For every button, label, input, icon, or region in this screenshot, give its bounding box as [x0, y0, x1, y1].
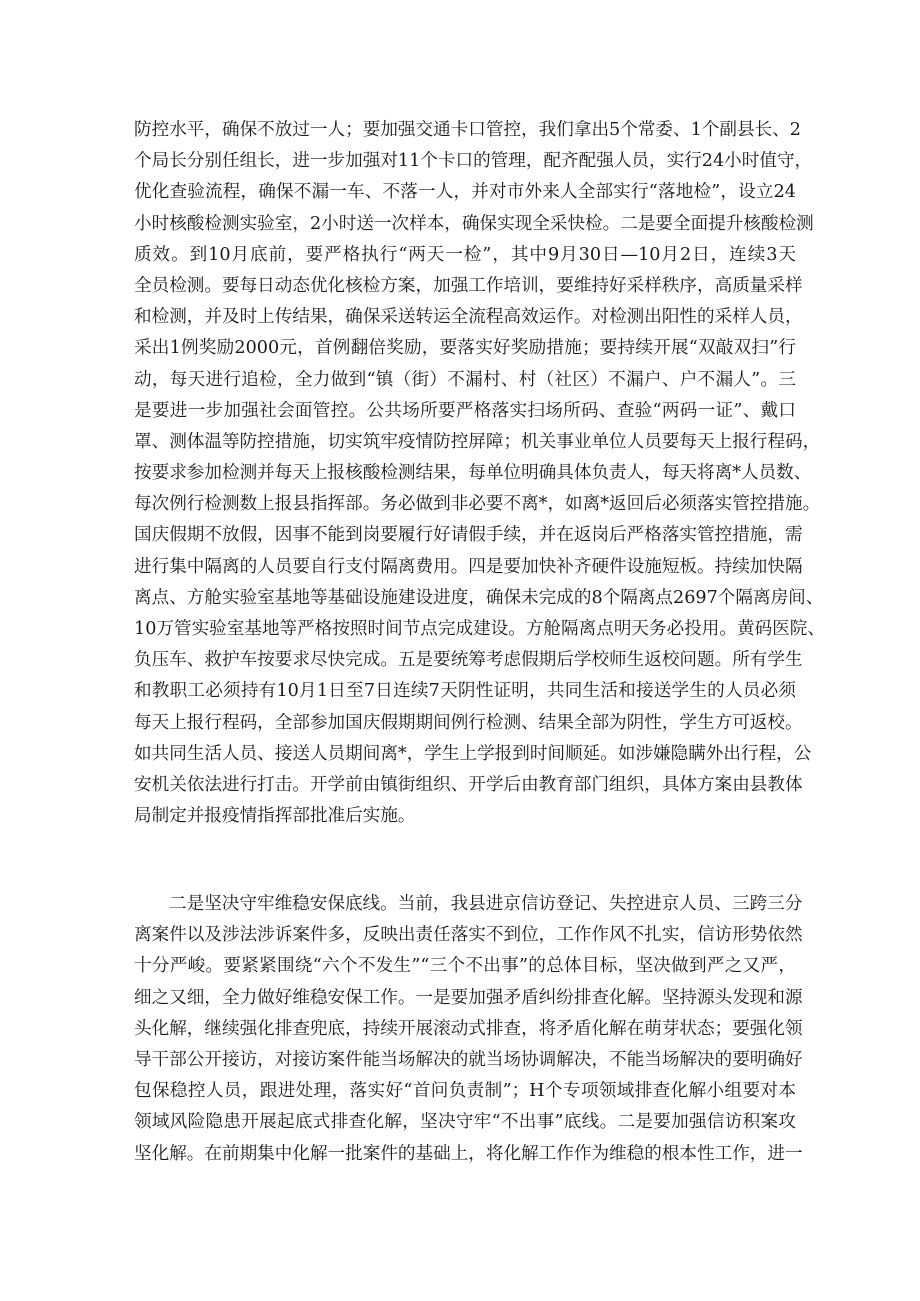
text-line: 10万管实验室基地等严格按照时间节点完成建设。方舱隔离点明天务必投用。黄码医院、 [134, 619, 825, 639]
text-line: 优化查验流程，确保不漏一车、不落一人，并对市外来人全部实行“落地检”，设立24 [134, 182, 796, 203]
text-line: 导干部公开接访，对接访案件能当场解决的就当场协调解决，不能当场解决的要明确好 [134, 1049, 803, 1070]
text-line: 每天上报行程码，全部参加国庆假期期间例行检测、结果全部为阴性，学生方可返校。 [134, 712, 803, 733]
text-line: 离案件以及涉法涉诉案件多，反映出责任落实不到位，工作作风不扎实，信访形势依然 [134, 925, 803, 946]
text-line: 全员检测。要每日动态优化核检方案，加强工作培训，要维持好采样秩序，高质量采样 [134, 275, 803, 296]
text-line: 进行集中隔离的人员要自行支付隔离费用。四是要加快补齐硬件设施短板。持续加快隔 [134, 556, 803, 577]
text-line: 罩、测体温等防控措施，切实筑牢疫情防控屏障；机关事业单位人员要每天上报行程码， [134, 431, 821, 452]
text-line: 如共同生活人员、接送人员期间离*，学生上学报到时间顺延。如涉嫌隐瞒外出行程，公 [134, 743, 812, 764]
text-line: 领域风险隐患开展起底式排查化解，坚决守牢“不出事”底线。二是要加强信访积案攻 [134, 1112, 796, 1133]
text-line: 十分严峻。要紧紧围绕“六个不发生”“三个不出事”的总体目标，坚决做到严之又严， [134, 956, 796, 977]
text-line: 小时核酸检测实验室，2小时送一次样本，确保实现全采快检。二是要全面提升核酸检测 [134, 213, 814, 234]
text-line: 坚化解。在前期集中化解一批案件的基础上，将化解工作作为维稳的根本性工作，进一 [134, 1143, 803, 1164]
text-line: 包保稳控人员，跟进处理，落实好“首问负责制”；H个专项领域排查化解小组要对本 [134, 1081, 796, 1102]
text-line: 质效。到10月底前，要严格执行“两天一检”，其中9月30日—10月2日，连续3天 [134, 244, 796, 265]
text-line: 离点、方舱实验室基地等基础设施建设进度，确保未完成的8个隔离点2697个隔离房间、 [134, 587, 824, 608]
text-line: 和检测，并及时上传结果，确保采送转运全流程高效运作。对检测出阳性的采样人员， [134, 307, 803, 328]
text-line: 每次例行检测数上报县指挥部。务必做到非必要不离*，如离*返回后必须落实管控措施。 [134, 494, 821, 515]
text-line: 负压车、救护车按要求尽快完成。五是要统筹考虑假期后学校师生返校问题。所有学生 [134, 650, 803, 671]
text-line: 动，每天进行追检，全力做到“镇（街）不漏村、村（社区）不漏户、户不漏人”。三 [134, 369, 796, 390]
text-line: 头化解，继续强化排查兜底，持续开展滚动式排查，将矛盾化解在萌芽状态；要强化领 [134, 1018, 803, 1039]
paragraph-epidemic-control [134, 115, 825, 832]
text-line: 局制定并报疫情指挥部批准后实施。 [134, 806, 416, 827]
paragraph-stability-security [134, 889, 803, 1170]
text-line: 安机关依法进行打击。开学前由镇街组织、开学后由教育部门组织，具体方案由县教体 [134, 774, 803, 795]
text-line: 国庆假期不放假，因事不能到岗要履行好请假手续，并在返岗后严格落实管控措施，需 [134, 525, 803, 546]
text-line: 按要求参加检测并每天上报核酸检测结果，每单位明确具体负责人，每天将离*人员数、 [134, 463, 812, 484]
text-line: 采出1例奖励2000元，首例翻倍奖励，要落实好奖励措施；要持续开展“双敲双扫”行 [134, 338, 796, 359]
text-line-indented: 二是坚决守牢维稳安保底线。当前，我县进京信访登记、失控进京人员、三跨三分 [169, 894, 803, 914]
text-line: 个局长分别任组长，进一步加强对11个卡口的管理，配齐配强人员，实行24小时值守， [134, 151, 813, 172]
text-line: 细之又细，全力做好维稳安保工作。一是要加强矛盾纠纷排查化解。坚持源头发现和源 [134, 987, 803, 1008]
text-line: 和教职工必须持有10月1日至7日连续7天阴性证明，共同生活和接送学生的人员必须 [134, 681, 796, 702]
text-line: 防控水平，确保不放过一人；要加强交通卡口管控，我们拿出5个常委、1个副县长、2 [134, 120, 801, 140]
text-line: 是要进一步加强社会面管控。公共场所要严格落实扫场所码、查验“两码一证”、戴口 [134, 400, 796, 421]
